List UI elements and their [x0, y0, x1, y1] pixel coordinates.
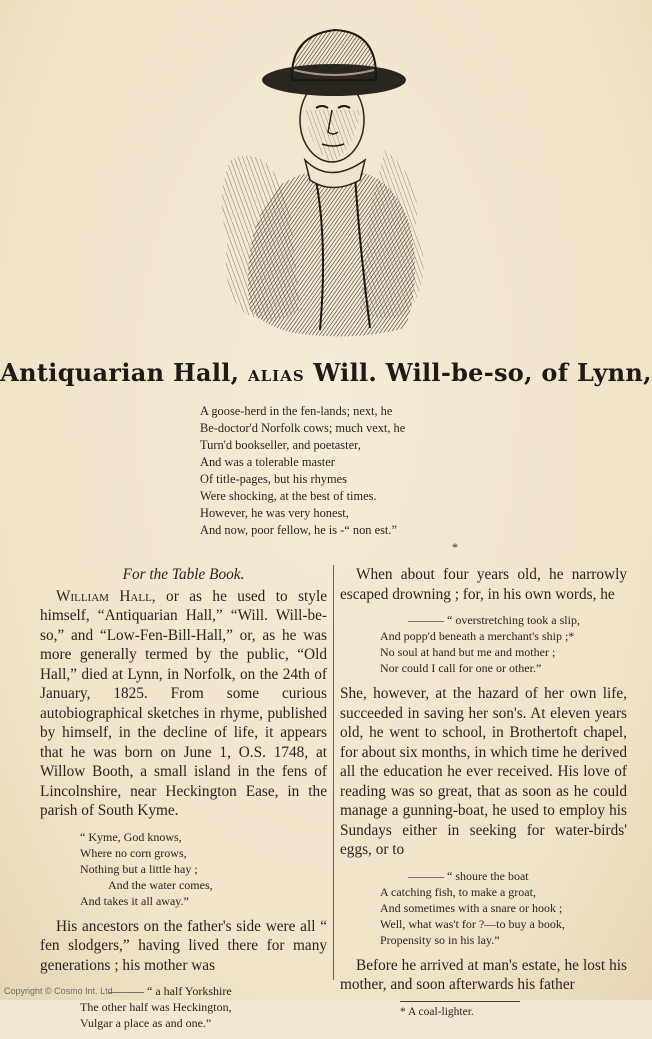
article-title — [0, 358, 652, 387]
verse-line: Well, what was't for ?—to buy a book, — [380, 916, 565, 931]
verse-line: Nor could I call for one or other.” — [380, 661, 542, 675]
poem-line: However, he was very honest, — [200, 506, 349, 520]
poem-line: Turn'd bookseller, and poetaster, — [200, 438, 361, 452]
poem-line: And was a tolerable master — [200, 455, 335, 469]
epigraph-poem — [200, 403, 500, 539]
poem-line: And now, poor fellow, he is -“ non est.” — [200, 523, 397, 537]
paragraph — [40, 587, 327, 821]
verse-line: And takes it all away.” — [80, 893, 189, 908]
verse-line: And the water comes, — [108, 877, 213, 892]
title-part-1: Antiquarian Hall, — [0, 358, 240, 387]
paragraph: Before he arrived at man's estate, he lost his mother, and soon afterwards his father — [340, 956, 627, 993]
poem-line: Be-doctor'd Norfolk cows; much vext, he — [200, 421, 406, 435]
verse-line: “ Kyme, God knows, — [80, 829, 182, 844]
paragraph: His ancestors on the father's side were all “ fen slodgers,” having lived there for many generations ; his mother was — [40, 917, 327, 974]
verse-line: No soul at hand but me and mother ; — [380, 645, 556, 659]
copyright-watermark: Copyright © Cosmo Int. Ltd — [4, 986, 113, 996]
verse-line: And sometimes with a snare or hook ; — [380, 900, 563, 915]
left-column — [40, 565, 327, 1039]
poem-line: A goose-herd in the fen-lands; next, he — [200, 404, 393, 418]
poem-line: Were shocking, at the best of times. — [200, 489, 377, 503]
verse-line: Propensity so in his lay.” — [380, 932, 500, 947]
column-divider — [333, 565, 334, 980]
verse-block — [380, 612, 627, 676]
verse-line: The other half was Heckington, — [80, 1000, 232, 1014]
paragraph: She, however, at the hazard of her own life, succeeded in saving her son's. At eleven years old, he went to school, in Brothertoft chapel, for about six months, in which time he derived all the education he ever received. His love of reading was so great, that as soon as he could manage a gunning-boat, he used to employ his Sundays either in seeking for water-birds' eggs, or to — [340, 685, 627, 858]
section-mark: * — [452, 540, 458, 554]
title-alias: ALIAS — [248, 367, 305, 385]
right-column — [340, 565, 627, 1019]
footnote-rule — [400, 1001, 520, 1002]
column-heading: For the Table Book. — [122, 566, 245, 583]
verse-line: ——— “ shoure the boat — [408, 868, 529, 883]
subject-name: William Hall, — [56, 587, 156, 605]
verse-line: ——— “ overstretching took a slip, — [408, 613, 580, 627]
portrait-engraving — [210, 10, 450, 345]
verse-line: Where no corn grows, — [80, 845, 187, 860]
footnote: * A coal-lighter. — [400, 1005, 474, 1018]
verse-line: And popp'd beneath a merchant's ship ;* — [380, 629, 575, 643]
paragraph-text: or as he used to style himself, “Antiquarian Hall,” “Will. Will-be-so,” and “Low-Fen-Bill-Hall,” or, as he was more generally termed by the public, “Old Hall,” died at Lynn, in Norfolk, on the 24th of January, 1825. From some curious autobiographical sketches in rhyme, published by himself, in the decline of life, it appears that he was born on June 1, O.S. 1748, at Willow Booth, a small island in the fens of Lincolnshire, near Heckington Ease, in the parish of South Kyme. — [40, 587, 327, 819]
poem-line: Of title-pages, but his rhymes — [200, 472, 347, 486]
verse-line: ——— “ a half Yorkshire — [108, 984, 232, 998]
title-part-2: Will. Will-be-so, of Lynn, — [313, 358, 652, 387]
verse-line: A catching fish, to make a groat, — [380, 884, 536, 899]
paragraph: When about four years old, he narrowly escaped drowning ; for, in his own words, he — [340, 566, 627, 603]
verse-block — [80, 983, 327, 1031]
verse-line: Vulgar a place as and one.” — [80, 1016, 212, 1030]
verse-line: Nothing but a little hay ; — [80, 861, 198, 876]
verse-block — [80, 829, 327, 909]
verse-block — [380, 868, 627, 948]
